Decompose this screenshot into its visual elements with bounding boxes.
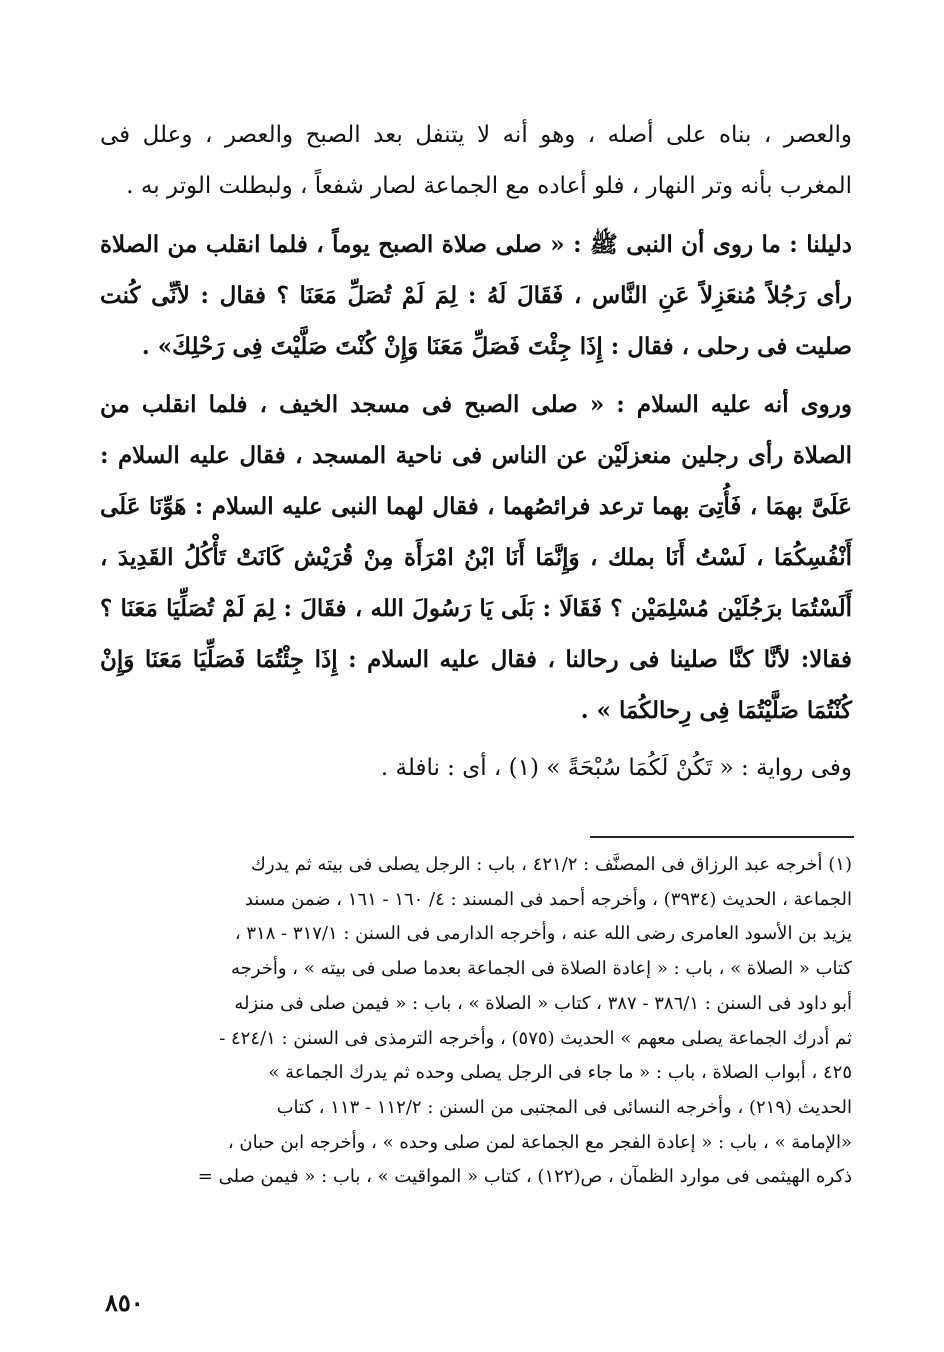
footnote-line: الحديث (٢١٩) ، وأخرجه النسائى فى المجتبى من السنن : ١١٢/٢ - ١١٣ ، كتاب — [276, 1096, 852, 1118]
footnote-line: ٤٢٥ ، أبواب الصلاة ، باب : « ما جاء فى الرجل يصلى وحده ثم يدرك الجماعة » — [268, 1062, 852, 1084]
main-text — [100, 110, 852, 801]
footnote — [100, 848, 852, 1195]
footnote-line: (١) أخرجه عبد الرزاق فى المصنَّف : ٤٢١/٢ ، باب : الرجل يصلى فى بيته ثم يدرك — [251, 854, 852, 875]
footnote-separator — [590, 836, 854, 838]
page-number: ٨٥٠ — [105, 1288, 144, 1317]
footnote-line: ثم أدرك الجماعة يصلى معهم » الحديث (٥٧٥) ، وأخرجه الترمذى فى السنن : ٤٢٤/١ - — [219, 1027, 852, 1049]
paragraph-2: دليلنا : ما روى أن النبى ﷺ : « صلى صلاة الصبح يوماً ، فلما انقلب من الصلاة رأى رَجُلاً مُنعَزِلاً عَنِ النَّاس ، فَقَالَ لَهُ : لِمَ لَمْ تُصَلِّ مَعَنَا ؟ فقال : لأنِّى كُنت صليت فى رحلى ، فقال : إِذَا جِئْتَ فَصَلِّ مَعَنَا وَإِنْ كُنْتَ صَلَّيْتَ فِى رَحْلِكَ» . — [100, 231, 852, 360]
footnote-line: أبو داود فى السنن : ٣٨٦/١ - ٣٨٧ ، كتاب « الصلاة » ، باب : « فيمن صلى فى منزله — [234, 992, 852, 1014]
footnote-line: «الإمامة » ، باب : « إعادة الفجر مع الجماعة لمن صلى وحده » ، وأخرجه ابن حبان ، — [227, 1131, 852, 1153]
footnote-line: ذكره الهيثمى فى موارد الظمآن ، ص(١٢٢) ، كتاب « المواقيت » ، باب : « فيمن صلى = — [197, 1166, 852, 1188]
paragraph-3: وروى أنه عليه السلام : « صلى الصبح فى مسجد الخيف ، فلما انقلب من الصلاة رأى رجلين منعزلَيْن عن الناس فى ناحية المسجد ، فقال عليه السلام : عَلَىَّ بهمَا ، فَأُتِىَ بهما ترعد فرائصُهما ، فقال لهما النبى عليه السلام : هَوِّنَا عَلَى أَنْفُسِكُمَا ، لَسْتُ أَنَا بملك ، وَإِنَّمَا أَنَا ابْنُ امْرَأَة مِنْ قُرَيْش كَانَتْ تَأْكُلُ القَدِيدَ ، أَلَسْتُمَا برَجُلَيْن مُسْلِمَيْن ؟ فَقَالَا : بَلَى يَا رَسُولَ الله ، فقَالَ : لِمَ لَمْ تُصَلِّيَا مَعَنَا ؟ فقالا: لأنَّا كنَّا صلينا فى رحالنا ، فقال عليه السلام : إِذَا جِئْتُمَا فَصَلِّيَا مَعَنَا وَإِنْ كُنْتُمَا صَلَّيْتُمَا فِى رِحالكُمَا » . — [100, 391, 852, 724]
footnote-line: الجماعة ، الحديث (٣٩٣٤) ، وأخرجه أحمد فى المسند : ٤/ ١٦٠ - ١٦١ ، ضمن مسند — [244, 888, 852, 910]
footnote-text — [100, 848, 852, 1195]
footnote-line: يزيد بن الأسود العامرى رضى الله عنه ، وأخرجه الدارمى فى السنن : ٣١٧/١ - ٣١٨ ، — [234, 923, 852, 945]
paragraph-4: وفى رواية : « تَكُنْ لَكُمَا سُبْحَةً » (١) ، أى : نافلة . — [380, 755, 852, 781]
paragraph-1: والعصر ، بناه على أصله ، وهو أنه لا يتنفل بعد الصبح والعصر ، وعلل فى المغرب بأنه وتر النهار ، فلو أعاده مع الجماعة لصار شفعاً ، ولبطلت الوتر به . — [100, 122, 852, 199]
footnote-line: كتاب « الصلاة » ، باب : « إعادة الصلاة فى الجماعة بعدما صلى فى بيته » ، وأخرجه — [231, 958, 852, 980]
